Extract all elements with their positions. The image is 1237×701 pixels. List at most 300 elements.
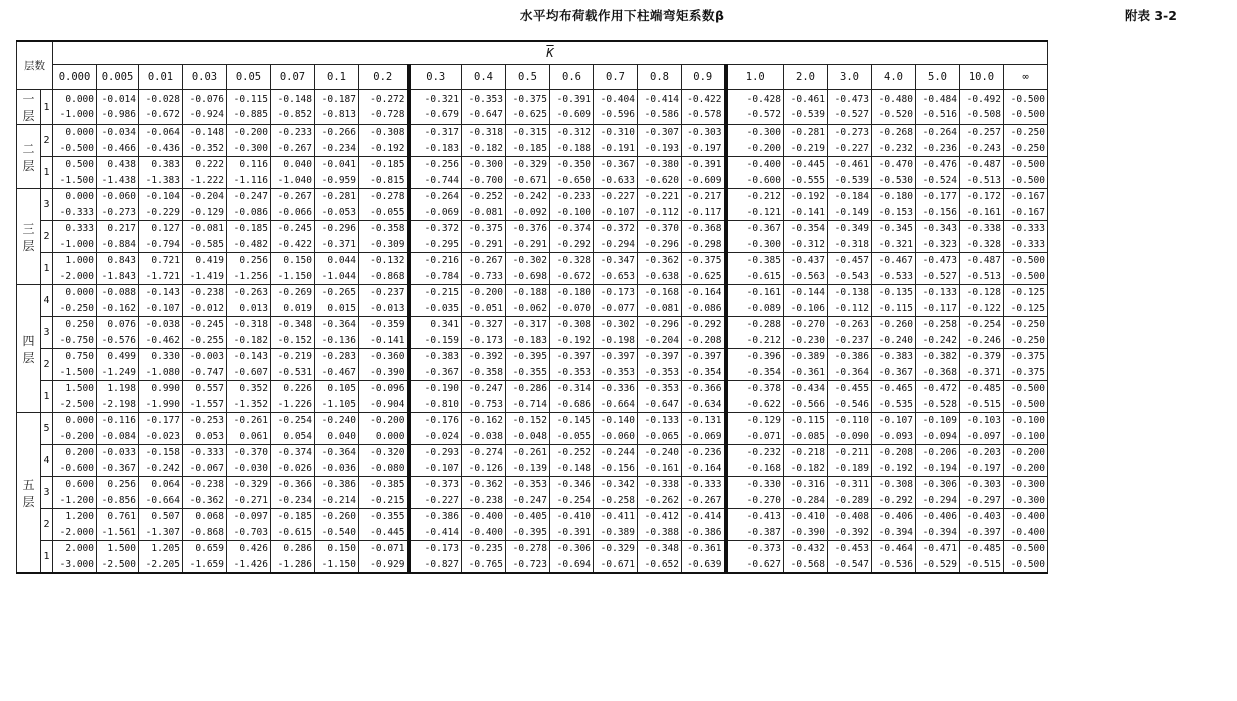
- top-value: -0.236: [687, 447, 722, 458]
- bottom-value: -0.148: [556, 462, 591, 474]
- top-value: -0.185: [277, 511, 312, 522]
- value-cell: [97, 125, 139, 157]
- bottom-value: -0.292: [878, 494, 913, 506]
- top-value: -0.400: [1010, 511, 1045, 522]
- k-header: [53, 41, 1048, 65]
- value-cell: [183, 477, 227, 509]
- value-cell: [872, 541, 916, 574]
- value-cell: [315, 477, 359, 509]
- value-cell: [97, 381, 139, 413]
- bottom-value: 0.053: [195, 430, 224, 442]
- value-cell: [409, 189, 462, 221]
- story-header: 层数: [17, 41, 53, 90]
- k-column-header: 0.4: [462, 65, 506, 90]
- value-cell: [594, 541, 638, 574]
- value-cell: [872, 157, 916, 189]
- bottom-value: -0.389: [600, 526, 635, 538]
- top-value: -0.060: [101, 191, 136, 202]
- value-cell: [139, 253, 183, 285]
- value-cell: [409, 157, 462, 189]
- table-row: [17, 221, 1048, 253]
- value-cell: [726, 285, 784, 317]
- value-cell: [550, 157, 594, 189]
- value-cell: [1004, 189, 1048, 221]
- top-value: -0.260: [321, 511, 356, 522]
- top-value: -0.314: [556, 383, 591, 394]
- bottom-value: -0.750: [59, 334, 94, 346]
- floor-number-cell: 3: [41, 317, 53, 349]
- bottom-value: -0.353: [644, 366, 679, 378]
- value-cell: [53, 189, 97, 221]
- bottom-value: -0.527: [922, 270, 957, 282]
- top-value: -0.256: [424, 159, 459, 170]
- bottom-value: -0.703: [233, 526, 268, 538]
- value-cell: [409, 445, 462, 477]
- bottom-value: -0.100: [1010, 430, 1045, 442]
- bottom-value: -0.036: [321, 462, 356, 474]
- top-value: -0.103: [966, 415, 1001, 426]
- bottom-value: -0.815: [370, 174, 405, 186]
- bottom-value: -0.089: [746, 302, 781, 314]
- story-count-cell: 二层: [17, 125, 41, 189]
- top-value: -0.145: [556, 415, 591, 426]
- top-value: -0.353: [468, 93, 503, 105]
- top-value: -0.303: [966, 479, 1001, 490]
- top-value: -0.109: [922, 415, 957, 426]
- value-cell: [97, 509, 139, 541]
- value-cell: [1004, 477, 1048, 509]
- top-value: -0.467: [878, 255, 913, 266]
- k-column-header: 0.000: [53, 65, 97, 90]
- bottom-value: -1.150: [321, 558, 356, 570]
- bottom-value: -0.156: [922, 206, 957, 218]
- top-value: 0.352: [239, 383, 268, 394]
- bottom-value: -0.093: [878, 430, 913, 442]
- top-value: -0.034: [101, 127, 136, 138]
- value-cell: [183, 413, 227, 445]
- value-cell: [462, 541, 506, 574]
- value-cell: [97, 317, 139, 349]
- value-cell: [1004, 253, 1048, 285]
- value-cell: [638, 445, 682, 477]
- bottom-value: -0.810: [424, 398, 459, 410]
- bottom-value: -0.038: [468, 430, 503, 442]
- bottom-value: -2.000: [59, 270, 94, 282]
- value-cell: [726, 90, 784, 125]
- bottom-value: -0.121: [746, 206, 781, 218]
- value-cell: [550, 445, 594, 477]
- bottom-value: -0.055: [556, 430, 591, 442]
- value-cell: [271, 445, 315, 477]
- value-cell: [462, 349, 506, 381]
- bottom-value: -0.112: [644, 206, 679, 218]
- value-cell: [594, 349, 638, 381]
- top-value: -0.354: [790, 223, 825, 234]
- value-cell: [960, 413, 1004, 445]
- floor-number-cell: 1: [41, 541, 53, 574]
- value-cell: [682, 157, 726, 189]
- bottom-value: -0.515: [966, 558, 1001, 570]
- value-cell: [550, 189, 594, 221]
- value-cell: [594, 157, 638, 189]
- top-value: -0.383: [424, 351, 459, 362]
- value-cell: [1004, 285, 1048, 317]
- k-column-header: 0.05: [227, 65, 271, 90]
- value-cell: [183, 253, 227, 285]
- value-cell: [682, 349, 726, 381]
- value-cell: [53, 349, 97, 381]
- top-value: -0.281: [790, 127, 825, 138]
- bottom-value: -0.436: [145, 142, 180, 154]
- top-value: -0.397: [556, 351, 591, 362]
- top-value: -0.397: [600, 351, 635, 362]
- floor-number-cell: 4: [41, 285, 53, 317]
- value-cell: [271, 221, 315, 253]
- value-cell: [271, 317, 315, 349]
- bottom-value: -0.536: [878, 558, 913, 570]
- value-cell: [227, 90, 271, 125]
- bottom-value: -0.794: [145, 238, 180, 250]
- bottom-value: -0.298: [687, 238, 722, 250]
- bottom-value: -0.367: [424, 366, 459, 378]
- value-cell: [315, 541, 359, 574]
- bottom-value: -0.152: [277, 334, 312, 346]
- value-cell: [315, 349, 359, 381]
- bottom-value: -0.462: [145, 334, 180, 346]
- bottom-value: -0.625: [512, 109, 547, 120]
- value-cell: [726, 125, 784, 157]
- k-column-header: 0.3: [409, 65, 462, 90]
- story-count-cell: 五层: [17, 413, 41, 574]
- value-cell: [506, 477, 550, 509]
- k-column-header: 0.7: [594, 65, 638, 90]
- value-cell: [227, 445, 271, 477]
- floor-number-cell: 1: [41, 157, 53, 189]
- bottom-value: -0.048: [512, 430, 547, 442]
- value-cell: [506, 349, 550, 381]
- bottom-value: -1.000: [59, 109, 94, 120]
- header-row-values: [17, 65, 1048, 90]
- bottom-value: -1.352: [233, 398, 268, 410]
- bottom-value: -0.885: [233, 109, 268, 120]
- value-cell: [594, 90, 638, 125]
- value-cell: [462, 317, 506, 349]
- value-cell: [726, 189, 784, 221]
- top-value: -0.081: [189, 223, 224, 234]
- value-cell: [550, 317, 594, 349]
- value-cell: [53, 445, 97, 477]
- top-value: -0.397: [687, 351, 722, 362]
- value-cell: [638, 509, 682, 541]
- value-cell: [506, 381, 550, 413]
- value-cell: [1004, 349, 1048, 381]
- value-cell: [828, 477, 872, 509]
- bottom-value: -0.466: [101, 142, 136, 154]
- bottom-value: -0.528: [922, 398, 957, 410]
- top-value: 0.341: [430, 319, 459, 330]
- bottom-value: -0.258: [600, 494, 635, 506]
- value-cell: [916, 381, 960, 413]
- bottom-value: -0.445: [370, 526, 405, 538]
- value-cell: [359, 221, 409, 253]
- top-value: -0.247: [468, 383, 503, 394]
- value-cell: [872, 189, 916, 221]
- floor-number-cell: 5: [41, 413, 53, 445]
- floor-number-cell: 4: [41, 445, 53, 477]
- value-cell: [916, 477, 960, 509]
- table-row: [17, 413, 1048, 445]
- bottom-value: -0.627: [746, 558, 781, 570]
- top-value: -0.088: [101, 287, 136, 298]
- value-cell: [550, 349, 594, 381]
- top-value: -0.125: [1010, 287, 1045, 298]
- top-value: -0.487: [966, 159, 1001, 170]
- bottom-value: -0.986: [101, 109, 136, 120]
- top-value: -0.350: [556, 159, 591, 170]
- value-cell: [359, 445, 409, 477]
- top-value: 0.330: [151, 351, 180, 362]
- table-row: [17, 445, 1048, 477]
- bottom-value: -0.615: [277, 526, 312, 538]
- value-cell: [183, 90, 227, 125]
- top-value: -0.140: [600, 415, 635, 426]
- bottom-value: -0.371: [966, 366, 1001, 378]
- top-value: -0.327: [468, 319, 503, 330]
- bottom-value: -0.367: [878, 366, 913, 378]
- value-cell: [271, 381, 315, 413]
- value-cell: [638, 477, 682, 509]
- value-cell: [183, 381, 227, 413]
- value-cell: [409, 381, 462, 413]
- value-cell: [1004, 221, 1048, 253]
- bottom-value: -0.392: [834, 526, 869, 538]
- top-value: -0.472: [922, 383, 957, 394]
- value-cell: [97, 285, 139, 317]
- bottom-value: -0.744: [424, 174, 459, 186]
- value-cell: [271, 413, 315, 445]
- top-value: -0.097: [233, 511, 268, 522]
- top-value: -0.173: [600, 287, 635, 298]
- value-cell: [359, 253, 409, 285]
- top-value: -0.267: [468, 255, 503, 266]
- top-value: -0.265: [321, 287, 356, 298]
- bottom-value: -0.852: [277, 109, 312, 120]
- bottom-value: -0.126: [468, 462, 503, 474]
- top-value: -0.408: [834, 511, 869, 522]
- value-cell: [638, 317, 682, 349]
- top-value: -0.244: [600, 447, 635, 458]
- bottom-value: -0.161: [966, 206, 1001, 218]
- top-value: -0.372: [424, 223, 459, 234]
- top-value: -0.461: [790, 93, 825, 105]
- table-row: [17, 381, 1048, 413]
- k-column-header: 0.03: [183, 65, 227, 90]
- top-value: -0.428: [746, 93, 781, 105]
- value-cell: [462, 90, 506, 125]
- bottom-value: -0.622: [746, 398, 781, 410]
- top-value: 0.116: [239, 159, 268, 170]
- top-value: -0.203: [966, 447, 1001, 458]
- floor-number-cell: 2: [41, 221, 53, 253]
- top-value: -0.071: [370, 543, 405, 554]
- top-value: -0.250: [1010, 319, 1045, 330]
- table-row: [17, 541, 1048, 574]
- value-cell: [638, 541, 682, 574]
- value-cell: [462, 285, 506, 317]
- value-cell: [682, 90, 726, 125]
- bottom-value: -0.242: [145, 462, 180, 474]
- top-value: 0.150: [283, 255, 312, 266]
- bottom-value: -0.367: [101, 462, 136, 474]
- bottom-value: -1.150: [277, 270, 312, 282]
- value-cell: [828, 445, 872, 477]
- bottom-value: -0.182: [790, 462, 825, 474]
- top-value: -0.368: [687, 223, 722, 234]
- top-value: -0.382: [922, 351, 957, 362]
- k-column-header: 0.6: [550, 65, 594, 90]
- top-value: -0.333: [189, 447, 224, 458]
- top-value: -0.422: [687, 93, 722, 105]
- bottom-value: -0.386: [687, 526, 722, 538]
- top-value: -0.374: [556, 223, 591, 234]
- value-cell: [960, 349, 1004, 381]
- value-cell: [183, 285, 227, 317]
- bottom-value: -0.291: [512, 238, 547, 250]
- value-cell: [828, 253, 872, 285]
- bottom-value: -0.390: [790, 526, 825, 538]
- top-value: -0.308: [556, 319, 591, 330]
- bottom-value: -0.297: [966, 494, 1001, 506]
- value-cell: [916, 157, 960, 189]
- bottom-value: -0.394: [878, 526, 913, 538]
- value-cell: [872, 317, 916, 349]
- bottom-value: -0.333: [59, 206, 94, 218]
- bottom-value: -0.296: [644, 238, 679, 250]
- value-cell: [315, 253, 359, 285]
- value-cell: [594, 221, 638, 253]
- top-value: -0.321: [424, 93, 459, 105]
- top-value: 0.990: [151, 383, 180, 394]
- top-value: -0.152: [512, 415, 547, 426]
- top-value: 0.600: [65, 479, 94, 490]
- value-cell: [139, 125, 183, 157]
- value-cell: [183, 509, 227, 541]
- top-value: -0.185: [370, 159, 405, 170]
- bottom-value: -0.868: [189, 526, 224, 538]
- bottom-value: -0.086: [687, 302, 722, 314]
- bottom-value: -0.394: [922, 526, 957, 538]
- bottom-value: -0.193: [644, 142, 679, 154]
- bottom-value: -0.100: [556, 206, 591, 218]
- bottom-value: -0.500: [1010, 109, 1045, 120]
- bottom-value: -1.249: [101, 366, 136, 378]
- top-value: -0.115: [233, 93, 268, 105]
- bottom-value: -0.081: [468, 206, 503, 218]
- top-value: -0.329: [233, 479, 268, 490]
- top-value: -0.500: [1010, 93, 1045, 105]
- bottom-value: -0.422: [277, 238, 312, 250]
- top-value: -0.318: [233, 319, 268, 330]
- bottom-value: -0.568: [790, 558, 825, 570]
- value-cell: [828, 90, 872, 125]
- value-cell: [53, 541, 97, 574]
- value-cell: [726, 349, 784, 381]
- bottom-value: -0.321: [878, 238, 913, 250]
- value-cell: [872, 125, 916, 157]
- value-cell: [462, 125, 506, 157]
- bottom-value: -1.044: [321, 270, 356, 282]
- value-cell: [53, 477, 97, 509]
- bottom-value: -0.013: [370, 302, 405, 314]
- bottom-value: -0.295: [424, 238, 459, 250]
- value-cell: [550, 221, 594, 253]
- top-value: -0.362: [644, 255, 679, 266]
- top-value: -0.346: [556, 479, 591, 490]
- value-cell: [271, 189, 315, 221]
- value-cell: [916, 253, 960, 285]
- top-value: -0.406: [922, 511, 957, 522]
- top-value: -0.492: [966, 93, 1001, 105]
- bottom-value: -3.000: [59, 558, 94, 570]
- k-column-header: 0.8: [638, 65, 682, 90]
- value-cell: [359, 541, 409, 574]
- bottom-value: -1.307: [145, 526, 180, 538]
- story-count-cell: 三层: [17, 189, 41, 285]
- top-value: -0.348: [277, 319, 312, 330]
- bottom-value: -0.136: [321, 334, 356, 346]
- top-value: -0.200: [233, 127, 268, 138]
- value-cell: [682, 317, 726, 349]
- bottom-value: -0.765: [468, 558, 503, 570]
- value-cell: [359, 317, 409, 349]
- bottom-value: -0.333: [1010, 238, 1045, 250]
- top-value: -0.465: [878, 383, 913, 394]
- top-value: -0.310: [600, 127, 635, 138]
- bottom-value: -0.527: [834, 109, 869, 120]
- bottom-value: -0.671: [600, 558, 635, 570]
- value-cell: [916, 221, 960, 253]
- top-value: -0.330: [746, 479, 781, 490]
- bottom-value: -0.513: [966, 174, 1001, 186]
- bottom-value: -0.183: [512, 334, 547, 346]
- bottom-value: -0.664: [145, 494, 180, 506]
- value-cell: [506, 317, 550, 349]
- bottom-value: -0.243: [966, 142, 1001, 154]
- top-value: -0.471: [922, 543, 957, 554]
- top-value: -0.366: [687, 383, 722, 394]
- value-cell: [726, 477, 784, 509]
- bottom-value: -0.270: [746, 494, 781, 506]
- value-cell: [828, 221, 872, 253]
- top-value: -0.375: [1010, 351, 1045, 362]
- value-cell: [828, 381, 872, 413]
- value-cell: [506, 509, 550, 541]
- value-cell: [97, 349, 139, 381]
- top-value: -0.180: [878, 191, 913, 202]
- bottom-value: -0.194: [922, 462, 957, 474]
- table-body: [17, 90, 1048, 574]
- bottom-value: -0.183: [424, 142, 459, 154]
- top-value: -0.366: [277, 479, 312, 490]
- value-cell: [139, 349, 183, 381]
- top-value: -0.391: [556, 93, 591, 105]
- bottom-value: -0.080: [370, 462, 405, 474]
- top-value: -0.347: [600, 255, 635, 266]
- bottom-value: 0.054: [283, 430, 312, 442]
- value-cell: [784, 509, 828, 541]
- bottom-value: -0.236: [922, 142, 957, 154]
- bottom-value: -0.234: [277, 494, 312, 506]
